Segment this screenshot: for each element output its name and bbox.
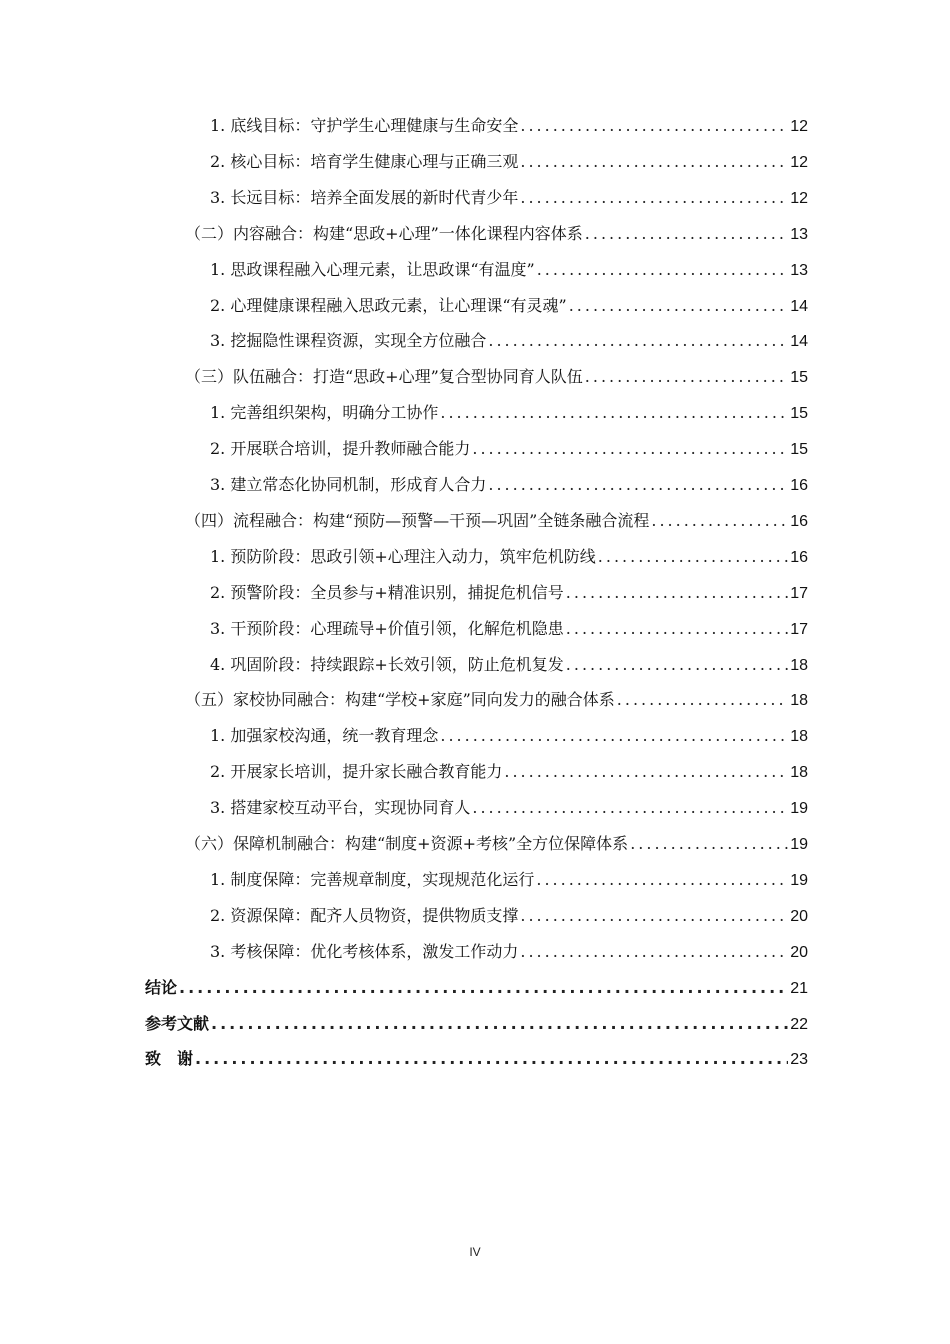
toc-entry-page-number: 19 xyxy=(790,836,808,853)
dot-leader xyxy=(211,1009,788,1039)
toc-entry[interactable] xyxy=(145,973,808,1003)
toc-entry[interactable] xyxy=(210,901,808,931)
toc-entry-title: 1. 制度保障：完善规章制度，实现规范化运行 xyxy=(210,869,535,889)
toc-entry[interactable] xyxy=(185,219,808,249)
toc-entry-title: 3. 挖掘隐性课程资源，实现全方位融合 xyxy=(210,331,487,351)
toc-entry[interactable] xyxy=(185,506,808,536)
toc-entry-title: 致 谢 xyxy=(145,1049,194,1069)
toc-entry[interactable] xyxy=(210,434,808,464)
dot-leader xyxy=(598,542,788,572)
toc-entry-title: 3. 考核保障：优化考核体系，激发工作动力 xyxy=(210,941,519,961)
toc-entry-title: （二）内容融合：构建“思政+心理”一体化课程内容体系 xyxy=(185,223,583,243)
dot-leader xyxy=(651,506,788,536)
toc-entry[interactable] xyxy=(210,326,808,356)
dot-leader xyxy=(520,111,788,141)
toc-entry[interactable] xyxy=(210,470,808,500)
toc-entry[interactable] xyxy=(210,937,808,967)
toc-entry-page-number: 15 xyxy=(790,369,808,387)
dot-leader xyxy=(537,255,788,285)
dot-leader xyxy=(520,937,788,967)
toc-entry-page-number: 19 xyxy=(790,800,808,818)
toc-entry-title: （五）家校协同融合：构建“学校+家庭”同向发力的融合体系 xyxy=(185,690,615,710)
toc-entry-title: 4. 巩固阶段：持续跟踪+长效引领，防止危机复发 xyxy=(210,654,564,674)
toc-entry-title: 1. 加强家校沟通，统一教育理念 xyxy=(210,726,439,746)
toc-entry-title: 结论 xyxy=(145,977,178,997)
dot-leader xyxy=(472,434,788,464)
dot-leader xyxy=(536,865,788,895)
toc-entry[interactable] xyxy=(210,111,808,141)
dot-leader xyxy=(566,614,788,644)
toc-entry-title: 2. 心理健康课程融入思政元素，让心理课“有灵魂” xyxy=(210,295,567,315)
toc-entry[interactable] xyxy=(145,1044,808,1074)
toc-entry-page-number: 17 xyxy=(790,584,808,602)
toc-entry-page-number: 23 xyxy=(790,1051,808,1069)
toc-entry-page-number: 13 xyxy=(790,225,808,243)
toc-entry[interactable] xyxy=(210,183,808,213)
toc-entry-page-number: 12 xyxy=(790,153,808,171)
toc-entry[interactable] xyxy=(185,829,808,859)
toc-entry[interactable] xyxy=(210,147,808,177)
toc-entry[interactable] xyxy=(210,542,808,572)
toc-entry[interactable] xyxy=(210,255,808,285)
dot-leader xyxy=(520,183,788,213)
toc-entry-title: 1. 底线目标：守护学生心理健康与生命安全 xyxy=(210,116,519,135)
toc-entry-page-number: 14 xyxy=(790,333,808,351)
dot-leader xyxy=(520,147,788,177)
toc-entry[interactable] xyxy=(210,291,808,321)
toc-entry[interactable] xyxy=(185,685,808,715)
toc-entry[interactable] xyxy=(210,757,808,787)
dot-leader xyxy=(585,362,788,392)
toc-entry-page-number: 21 xyxy=(790,979,808,997)
toc-entry[interactable] xyxy=(210,398,808,428)
dot-leader xyxy=(440,398,788,428)
dot-leader xyxy=(569,291,788,321)
dot-leader xyxy=(472,793,788,823)
toc-entry-title: 3. 长远目标：培养全面发展的新时代青少年 xyxy=(210,187,519,207)
toc-entry-page-number: 16 xyxy=(790,477,808,494)
dot-leader xyxy=(488,470,788,500)
dot-leader xyxy=(520,901,788,931)
toc-entry-title: 2. 核心目标：培育学生健康心理与正确三观 xyxy=(210,151,519,171)
toc-entry-title: （三）队伍融合：打造“思政+心理”复合型协同育人队伍 xyxy=(185,367,583,387)
toc-entry-page-number: 20 xyxy=(790,943,808,961)
toc-entry-page-number: 15 xyxy=(790,441,808,459)
toc-entry-page-number: 18 xyxy=(790,764,808,782)
dot-leader xyxy=(488,326,788,356)
toc-entry-page-number: 18 xyxy=(790,656,808,674)
toc-entry[interactable] xyxy=(145,1009,808,1039)
toc-entry-page-number: 12 xyxy=(790,189,808,207)
toc-entry-page-number: 17 xyxy=(790,620,808,638)
toc-entry-title: 2. 预警阶段：全员参与+精准识别，捕捉危机信号 xyxy=(210,582,564,602)
toc-entry-page-number: 16 xyxy=(790,512,808,530)
toc-entry[interactable] xyxy=(210,650,808,680)
toc-entry[interactable] xyxy=(210,721,808,751)
toc-entry-page-number: 12 xyxy=(790,118,808,135)
toc-entry-title: 2. 资源保障：配齐人员物资，提供物质支撑 xyxy=(210,905,519,925)
toc-entry[interactable] xyxy=(210,614,808,644)
toc-entry[interactable] xyxy=(210,865,808,895)
toc-entry-page-number: 18 xyxy=(790,728,808,746)
page-number: IV xyxy=(469,1245,481,1259)
dot-leader xyxy=(585,219,788,249)
toc-entry-title: （六）保障机制融合：构建“制度+资源+考核”全方位保障体系 xyxy=(185,834,629,853)
dot-leader xyxy=(566,650,788,680)
toc-entry-page-number: 13 xyxy=(790,261,808,279)
dot-leader xyxy=(195,1044,788,1074)
dot-leader xyxy=(617,685,788,715)
toc-entry-page-number: 16 xyxy=(790,548,808,566)
toc-entry-title: 1. 完善组织架构，明确分工协作 xyxy=(210,403,439,423)
toc-entry-page-number: 19 xyxy=(790,871,808,889)
toc-entry[interactable] xyxy=(210,793,808,823)
toc-entry-title: 3. 建立常态化协同机制，形成育人合力 xyxy=(210,475,487,494)
toc-entry-title: 3. 搭建家校互动平台，实现协同育人 xyxy=(210,798,471,818)
dot-leader xyxy=(566,578,788,608)
toc-entry-page-number: 20 xyxy=(790,907,808,925)
toc-entry-title: （四）流程融合：构建“预防—预警—干预—巩固”全链条融合流程 xyxy=(185,510,650,530)
toc-entry-page-number: 15 xyxy=(790,405,808,423)
toc-entry-title: 2. 开展联合培训，提升教师融合能力 xyxy=(210,439,471,459)
toc-entry[interactable] xyxy=(185,362,808,392)
toc-entry-page-number: 14 xyxy=(790,297,808,315)
toc-entry-title: 参考文献 xyxy=(145,1013,210,1033)
toc-entry-title: 1. 思政课程融入心理元素，让思政课“有温度” xyxy=(210,259,535,279)
toc-entry-title: 2. 开展家长培训，提升家长融合教育能力 xyxy=(210,762,503,782)
toc-entry-title: 3. 干预阶段：心理疏导+价值引领，化解危机隐患 xyxy=(210,618,564,638)
toc-entry-title: 1. 预防阶段：思政引领+心理注入动力，筑牢危机防线 xyxy=(210,546,596,566)
dot-leader xyxy=(630,829,788,859)
dot-leader xyxy=(440,721,788,751)
dot-leader xyxy=(179,973,788,1003)
toc-entry[interactable] xyxy=(210,578,808,608)
toc-entry-page-number: 22 xyxy=(790,1015,808,1033)
toc-entry-page-number: 18 xyxy=(790,692,808,710)
dot-leader xyxy=(504,757,788,787)
